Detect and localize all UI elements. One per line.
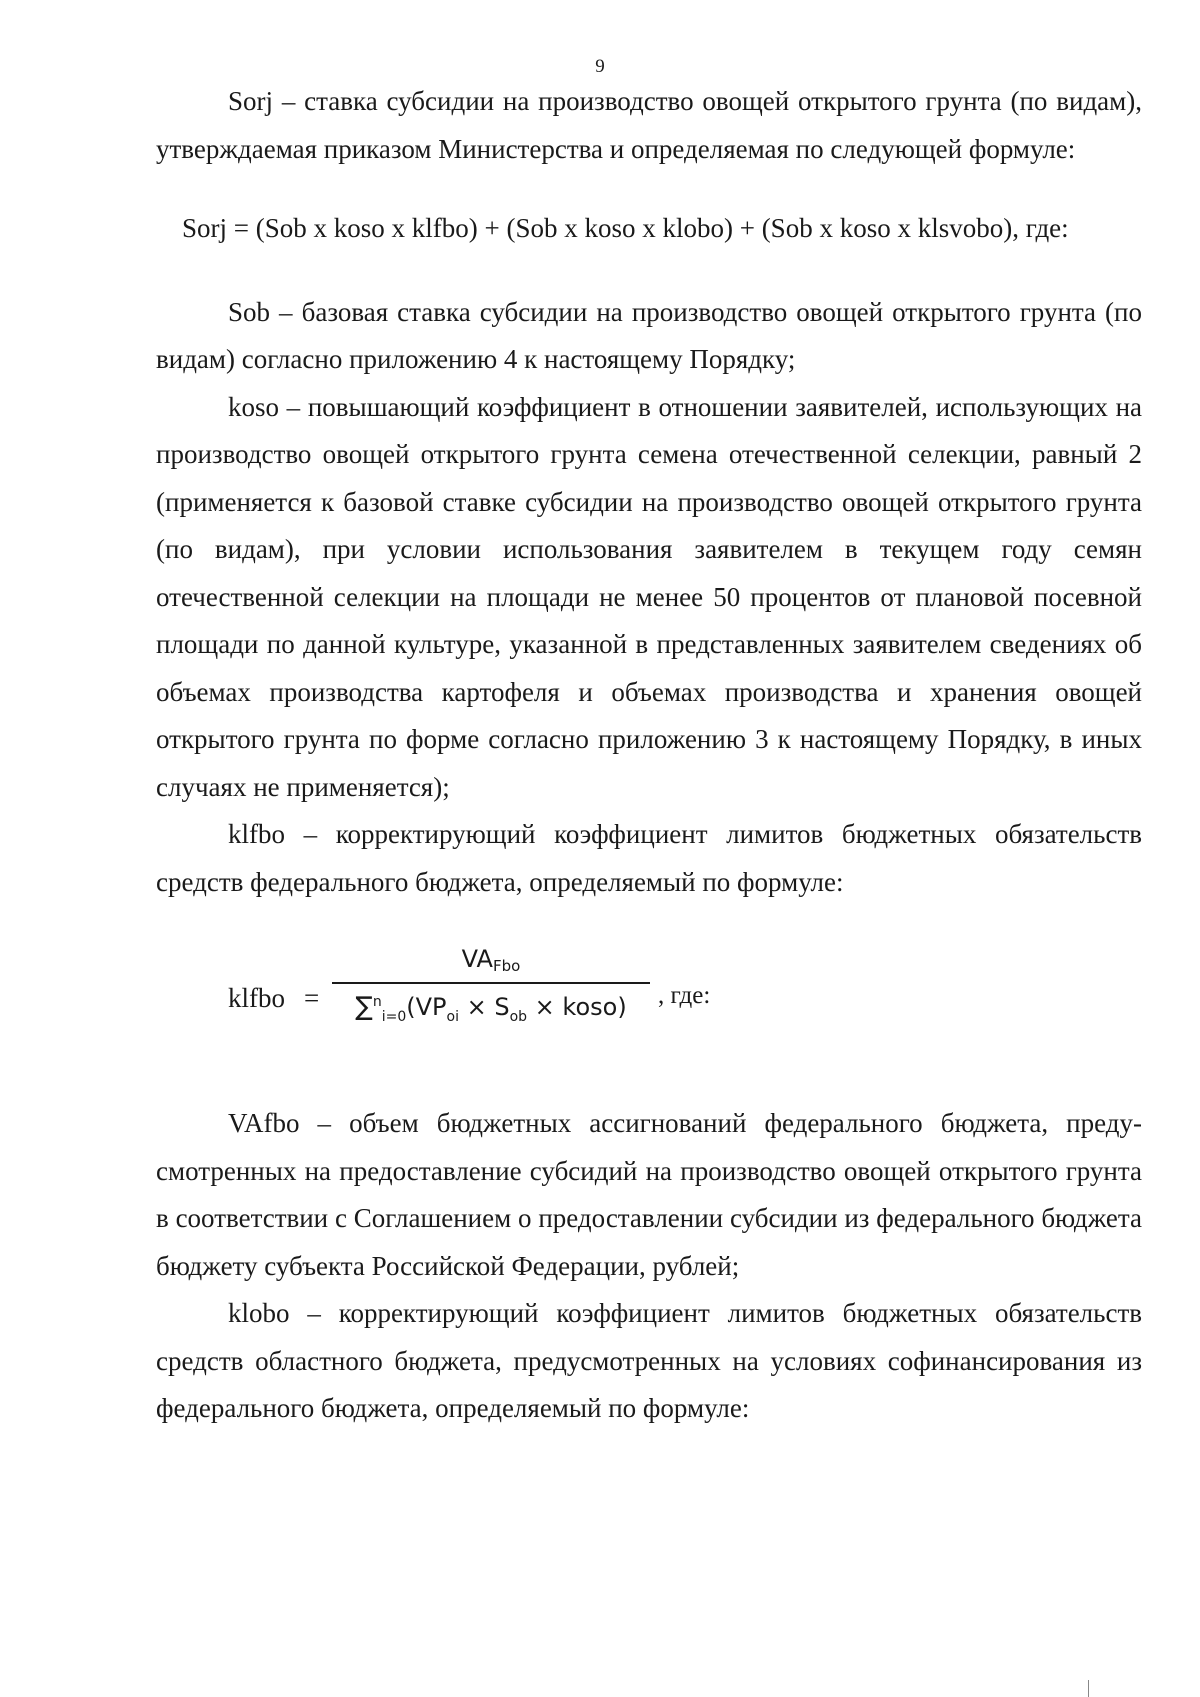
paragraph-klfbo-definition: klfbo – корректирующий коэффициент лимитов бюджетных обязательств средств федерального бюджета, определяемый по формуле:	[156, 819, 1142, 897]
paragraph-sob-definition: Sob – базовая ставка субсидии на производство овощей открытого грунта (по видам) согласно приложению 4 к настоящему Порядку;	[156, 296, 1142, 374]
paragraph-koso-definition: koso – повышающий коэффициент в отношении заявителей, использующих на производство овощей открытого грунта семена отечественной селекции, равный 2 (применяется к базовой ставке субсидии на производство овощей открытого грунта (по видам), при условии использования заявителем в текущем году семян отечественной селекции на площади не менее 50 процентов от плановой посевной площади по данной культуре, указанной в представленных заявителем сведениях об объемах производства картофеля и объемах производства и хранения овощей открытого грунта по форме согласно приложению 3 к настоящему Порядку, в иных случаях не применяется);	[156, 391, 1142, 802]
fraction-numerator	[332, 942, 650, 982]
formula-klfbo-equals: =	[304, 983, 320, 1013]
margin-mark	[1088, 1680, 1089, 1697]
formula-klfbo-suffix: , где:	[658, 982, 711, 1009]
denominator-vp: (VP	[406, 993, 447, 1021]
numerator-base: VA	[461, 945, 493, 973]
paragraph-sorj-definition: Sorj – ставка субсидии на производство овощей открытого грунта (по видам), утверждаемая приказом Министерства и определяемая по следующей формуле:	[156, 86, 1142, 164]
paragraph-klobo-definition: klobo – корректирующий коэффициент лимитов бюджетных обязательств средств областного бюджета, предусмотренных на условиях софинансирования из федерального бюджета, определяемый по формуле:	[156, 1298, 1142, 1423]
denominator-rest: × koso)	[527, 993, 627, 1021]
s-subscript: ob	[509, 1008, 528, 1025]
formula-klfbo	[156, 942, 1142, 1060]
sum-lower-limit: i=0	[381, 1008, 407, 1025]
fraction-denominator	[332, 984, 650, 1035]
formula-klfbo-fraction	[332, 942, 650, 1035]
document-body	[156, 78, 1142, 1433]
paragraph-vafbo-definition: VAfbo – объем бюджетных ассигнований федерального бюджета, предусмотренных на предоставление субсидий на производство овощей открытого грунта в соответствии с Соглашением о предоставлении субсидии из федерального бюджета бюджету субъекта Российской Федерации, рублей;	[156, 1108, 1142, 1281]
numerator-subscript: Fbo	[492, 957, 521, 975]
page-number: 9	[595, 56, 605, 77]
sum-symbol: ∑	[355, 992, 373, 1022]
vp-subscript: oi	[446, 1008, 459, 1025]
formula-sorj: Sorj = (Sob x koso x klfbo) + (Sob x koso x klobo) + (Sob x koso x klsvobo), где:	[182, 213, 1069, 243]
sum-upper-limit: n	[372, 994, 382, 1010]
denominator-s: × S	[458, 993, 510, 1021]
formula-klfbo-lhs: klfbo	[228, 983, 285, 1013]
